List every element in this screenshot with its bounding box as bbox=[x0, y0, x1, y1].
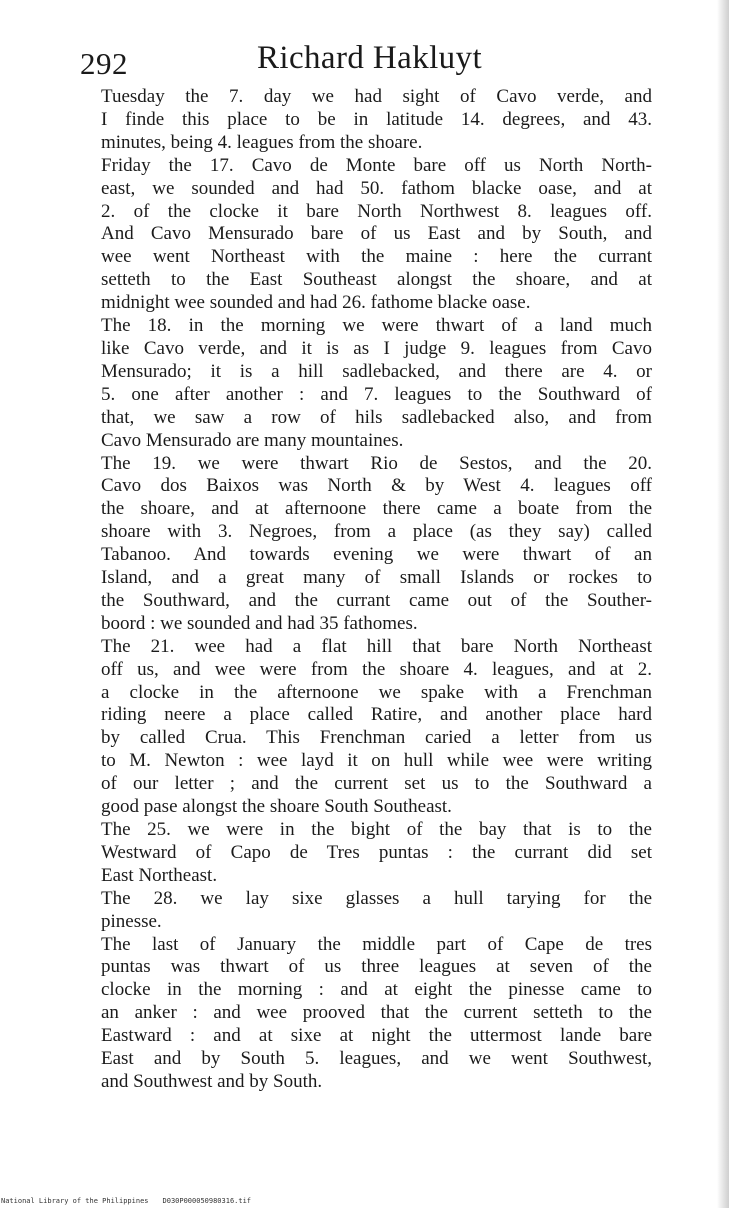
paragraph bbox=[80, 155, 652, 315]
text-line: East and by South 5. leagues, and we went Southwest, bbox=[101, 1048, 652, 1070]
text-line: the shoare, and at afternoone there came a boate from the bbox=[101, 498, 652, 520]
text-line: I finde this place to be in latitude 14. degrees, and 43. bbox=[101, 108, 652, 130]
text-line: The last of January the middle part of Cape de tres bbox=[101, 933, 652, 955]
text-line: 5. one after another : and 7. leagues to the Southward of bbox=[101, 383, 652, 405]
paragraph bbox=[80, 819, 652, 888]
text-line: a clocke in the afternoone we spake with a Frenchman bbox=[101, 681, 652, 703]
text-line: and Southwest and by South. bbox=[101, 1070, 323, 1092]
text-line: Eastward : and at sixe at night the uttermost lande bare bbox=[101, 1025, 652, 1047]
text-line: The 21. wee had a flat hill that bare North Northeast bbox=[101, 635, 652, 657]
page-number: 292 bbox=[80, 46, 128, 81]
text-line: The 18. in the morning we were thwart of a land much bbox=[101, 315, 652, 337]
paragraph bbox=[80, 86, 652, 155]
text-line: east, we sounded and had 50. fathom blacke oase, and at bbox=[101, 177, 652, 199]
scan-footer bbox=[1, 1197, 251, 1205]
text-line: that, we saw a row of hils sadlebacked also, and from bbox=[101, 406, 652, 428]
text-line: off us, and wee were from the shoare 4. leagues, and at 2. bbox=[101, 658, 652, 680]
text-line: the Southward, and the currant came out of the Souther- bbox=[101, 589, 652, 611]
text-line: The 25. we were in the bight of the bay that is to the bbox=[101, 819, 652, 840]
text-line: an anker : and wee prooved that the current setteth to the bbox=[101, 1002, 652, 1024]
text-line: minutes, being 4. leagues from the shoare. bbox=[101, 131, 423, 153]
text-line: midnight wee sounded and had 26. fathome blacke oase. bbox=[101, 292, 531, 314]
text-line: The 19. we were thwart Rio de Sestos, and the 20. bbox=[101, 452, 652, 474]
text-line: 2. of the clocke it bare North Northwest 8. leagues off. bbox=[101, 200, 652, 222]
text-line: shoare with 3. Negroes, from a place (as they say) called bbox=[101, 521, 652, 543]
file-identifier: D030P000050980316.tif bbox=[162, 1197, 252, 1205]
paragraph bbox=[80, 934, 652, 1094]
paragraph bbox=[80, 315, 652, 452]
paragraph bbox=[80, 888, 652, 934]
text-line: by called Crua. This Frenchman caried a letter from us bbox=[101, 727, 652, 749]
text-line: riding neere a place called Ratire, and another place hard bbox=[101, 704, 652, 726]
paragraph bbox=[80, 636, 652, 819]
text-line: wee went Northeast with the maine : here the currant bbox=[101, 246, 652, 268]
text-line: to M. Newton : wee layd it on hull while wee were writing bbox=[101, 750, 652, 772]
paragraph bbox=[80, 453, 652, 636]
page-edge-shadow bbox=[717, 0, 729, 1208]
text-line: pinesse. bbox=[101, 910, 162, 932]
text-line: setteth to the East Southeast alongst the shoare, and at bbox=[101, 269, 652, 291]
text-line: good pase alongst the shoare South Southeast. bbox=[101, 796, 452, 818]
text-line: Cavo dos Baixos was North & by West 4. leagues off bbox=[101, 475, 652, 497]
text-line: Mensurado; it is a hill sadlebacked, and there are 4. or bbox=[101, 360, 652, 382]
text-line: Friday the 17. Cavo de Monte bare off us North North- bbox=[101, 154, 652, 176]
text-line: puntas was thwart of us three leagues at seven of the bbox=[101, 956, 652, 978]
page-header bbox=[80, 40, 680, 84]
body-text bbox=[80, 86, 652, 1094]
running-title: Richard Hakluyt bbox=[257, 40, 483, 76]
library-credit: National Library of the Philippines bbox=[1, 1197, 149, 1205]
text-line: And Cavo Mensurado bare of us East and by South, and bbox=[101, 223, 652, 245]
text-line: The 28. we lay sixe glasses a hull tarying for the bbox=[101, 887, 652, 909]
text-line: boord : we sounded and had 35 fathomes. bbox=[101, 612, 418, 634]
text-line: of our letter ; and the current set us to the Southward a bbox=[101, 773, 652, 795]
text-line: clocke in the morning : and at eight the pinesse came to bbox=[101, 979, 652, 1001]
text-line: East Northeast. bbox=[101, 864, 218, 886]
text-line: Island, and a great many of small Islands or rockes to bbox=[101, 567, 652, 589]
text-line: Tuesday the 7. day we had sight of Cavo verde, and bbox=[101, 86, 652, 107]
text-line: Cavo Mensurado are many mountaines. bbox=[101, 429, 404, 451]
text-line: Westward of Capo de Tres puntas : the currant did set bbox=[101, 841, 652, 863]
text-line: like Cavo verde, and it is as I judge 9. leagues from Cavo bbox=[101, 337, 652, 359]
text-line: Tabanoo. And towards evening we were thwart of an bbox=[101, 544, 652, 566]
